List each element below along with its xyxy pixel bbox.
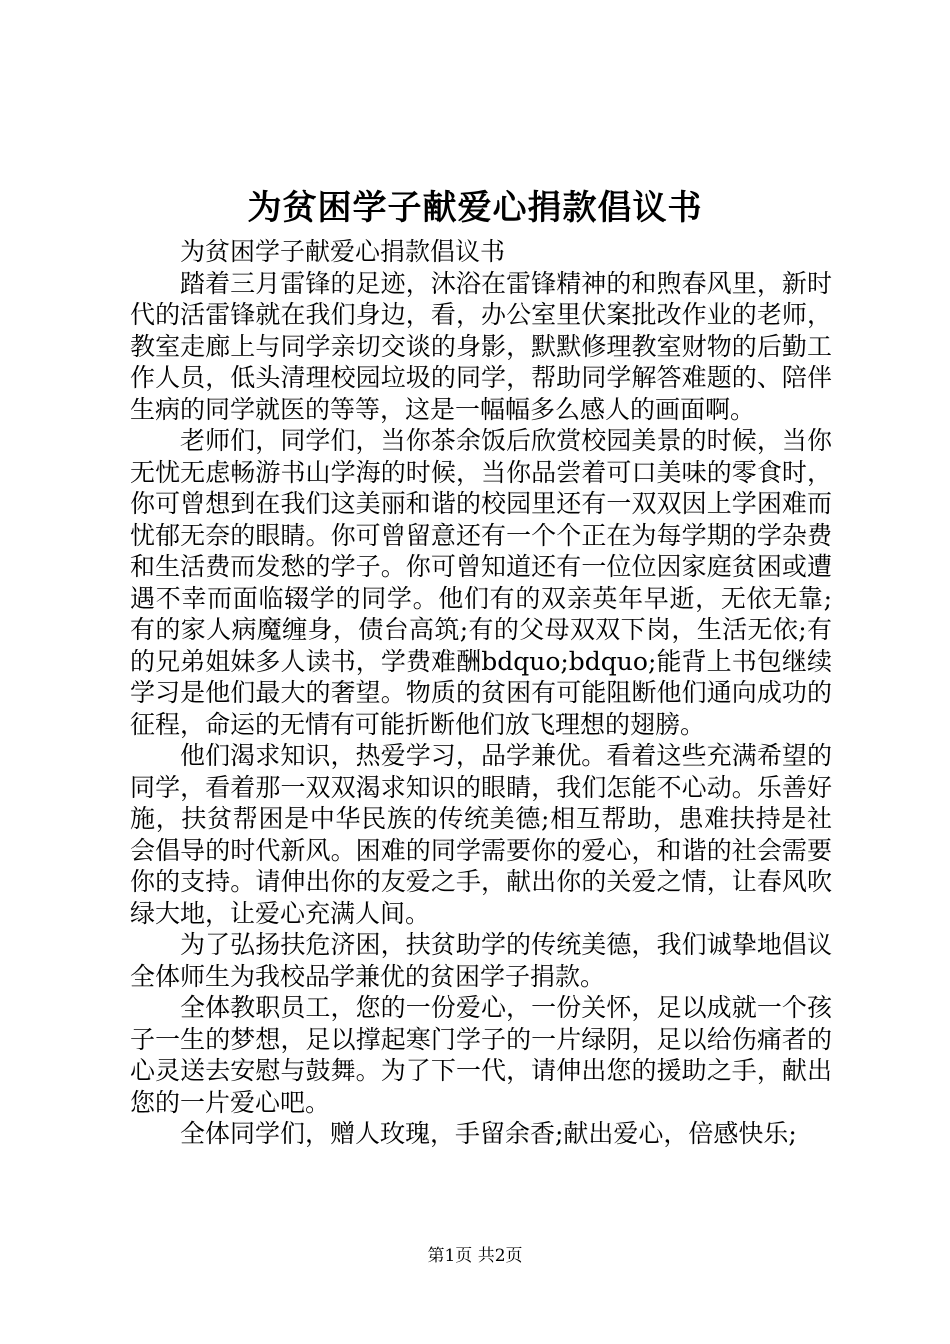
paragraph: 全体同学们，赠人玫瑰，手留余香;献出爱心，倍感快乐;	[180, 1119, 797, 1148]
page-number-footer: 第1页 共2页	[427, 1246, 523, 1266]
paragraph: 老师们，同学们，当你茶余饭后欣赏校园美景的时候，当你无忧无虑畅游书山学海的时候，当你品尝着可口美味的零食时，你可曾想到在我们这美丽和谐的校园里还有一双双因上学困难而忧郁无奈的眼睛。你可曾留意还有一个个正在为每学期的学杂费和生活费而发愁的学子。你可曾知道还有一位位因家庭贫困或遭遇不幸而面临辍学的同学。他们有的双亲英年早逝，无依无靠;有的家人病魔缠身，债台高筑;有的父母双双下岗，生活无依;有的兄弟姐妹多人读书，学费难酬bdquo;bdquo;能背上书包继续学习是他们最大的奢望。物质的贫困有可能阻断他们通向成功的征程，命运的无情有可能折断他们放飞理想的翅膀。	[130, 426, 832, 739]
paragraph-subtitle: 为贫困学子献爱心捐款倡议书	[180, 237, 506, 266]
paragraph: 为了弘扬扶危济困，扶贫助学的传统美德，我们诚挚地倡议全体师生为我校品学兼优的贫困学子捐款。	[130, 930, 832, 991]
paragraph: 他们渴求知识，热爱学习，品学兼优。看着这些充满希望的同学，看着那一双双渴求知识的眼睛，我们怎能不心动。乐善好施，扶贫帮困是中华民族的传统美德;相互帮助，患难扶持是社会倡导的时代新风。困难的同学需要你的爱心，和谐的社会需要你的支持。请伸出你的友爱之手，献出你的关爱之情，让春风吹绿大地，让爱心充满人间。	[130, 741, 832, 928]
document-body	[130, 236, 832, 1150]
paragraph: 踏着三月雷锋的足迹，沐浴在雷锋精神的和煦春风里，新时代的活雷锋就在我们身边，看，办公室里伏案批改作业的老师，教室走廊上与同学亲切交谈的身影，默默修理教室财物的后勤工作人员，低头清理校园垃圾的同学，帮助同学解答难题的、陪伴生病的同学就医的等等，这是一幅幅多么感人的画面啊。	[130, 268, 832, 424]
paragraph: 全体教职员工，您的一份爱心，一份关怀，足以成就一个孩子一生的梦想，足以撑起寒门学子的一片绿阴，足以给伤痛者的心灵送去安慰与鼓舞。为了下一代，请伸出您的援助之手，献出您的一片爱心吧。	[130, 993, 832, 1117]
document-title: 为贫困学子献爱心捐款倡议书	[247, 188, 703, 228]
